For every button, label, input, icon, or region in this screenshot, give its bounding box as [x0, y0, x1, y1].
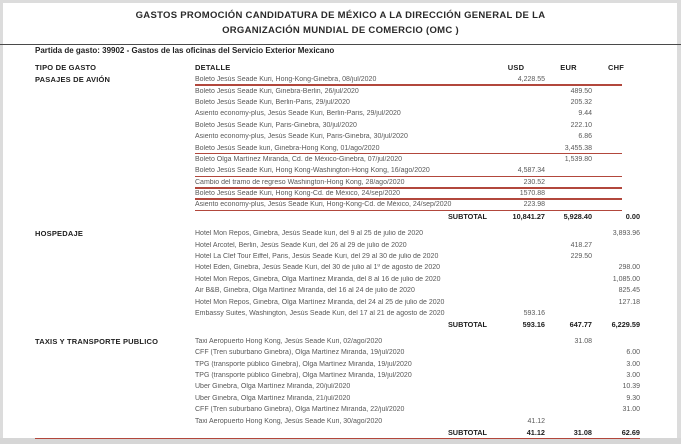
table-row	[195, 199, 640, 210]
eur-cell: 489.50	[570, 87, 592, 95]
table-row	[195, 108, 640, 119]
detalle-cell: Taxi Aeropuerto Hong Kong, Jesús Seade Kuri, 30/ago/2020	[195, 417, 383, 425]
table-row	[195, 393, 640, 404]
chf-cell: 31.00	[622, 406, 640, 414]
eur-cell: 3,455.38	[564, 144, 592, 152]
detalle-cell: Hotel Mon Repos, Ginebra, Olga Martínez Miranda, del 8 al 16 de julio de 2020	[195, 275, 441, 283]
section-label: HOSPEDAJE	[35, 229, 84, 239]
subtotal-row	[195, 427, 640, 438]
scan-edge-left	[0, 0, 3, 444]
table-row	[195, 74, 640, 85]
subtotal-usd: 593.16	[522, 320, 545, 330]
subtotal-row	[195, 211, 640, 222]
table-row	[195, 358, 640, 369]
subtotal-chf: 62.69	[621, 427, 640, 437]
red-annotation-line	[195, 187, 622, 189]
subtotal-row	[195, 319, 640, 330]
detalle-cell: Boleto Olga Martínez Miranda, Cd. de México-Ginebra, 07/jul/2020	[195, 155, 402, 163]
subtotal-label: SUBTOTAL	[447, 427, 487, 437]
section-rows	[195, 228, 640, 331]
header-tipo-de-gasto: TIPO DE GASTO	[35, 62, 97, 72]
detalle-cell: CFF (Tren suburbano Ginebra), Olga Martínez Miranda, 22/jul/2020	[195, 406, 405, 414]
detalle-cell: TPG (transporte público Ginebra), Olga Martínez Miranda, 19/jul/2020	[195, 360, 412, 368]
chf-cell: 10.39	[622, 383, 640, 391]
eur-cell: 229.50	[570, 253, 592, 261]
table-row	[195, 85, 640, 96]
detalle-cell: Boleto Jesús Seade kuri, Ginebra-Hong Kong, 01/ago/2020	[195, 144, 380, 152]
subtotal-label: SUBTOTAL	[447, 320, 487, 330]
red-annotation-line	[195, 84, 622, 86]
table-body	[0, 74, 681, 439]
chf-cell: 127.18	[618, 298, 640, 306]
table-row	[195, 415, 640, 426]
table-row	[195, 131, 640, 142]
table-row	[195, 251, 640, 262]
detalle-cell: Asiento economy-plus, Jesús Seade Kuri, Hong-Kong-Cd. de México, 24/sep/2020	[195, 201, 452, 209]
chf-cell: 9.30	[626, 394, 640, 402]
chf-cell: 6.00	[626, 349, 640, 357]
header-eur: EUR	[560, 62, 577, 72]
table-header-row	[35, 61, 640, 73]
table-row	[195, 97, 640, 108]
detalle-cell: Embassy Suites, Washington, Jesús Seade Kuri, del 17 al 21 de agosto de 2020	[195, 310, 445, 317]
table-row	[195, 154, 640, 165]
detalle-cell: Cambio del tramo de regreso Washington-Hong Kong, 28/ago/2020	[195, 178, 405, 186]
expense-section	[35, 228, 640, 331]
expense-section	[35, 336, 640, 440]
detalle-cell: Hotel Mon Repos, Ginebra, Jesús Seade kuri, del 9 al 25 de julio de 2020	[195, 230, 424, 238]
section-rows	[195, 336, 640, 439]
table-row	[195, 285, 640, 296]
table-row	[195, 188, 640, 199]
detalle-cell: Boleto Jesús Seade Kuri, Hong Kong-Cd. de México, 24/sep/2020	[195, 190, 401, 198]
eur-cell: 1,539.80	[564, 155, 592, 163]
chf-cell: 3.00	[626, 360, 640, 368]
document-title	[0, 0, 681, 38]
header-chf: CHF	[607, 62, 624, 72]
detalle-cell: Hotel Mon Repos, Ginebra, Olga Martínez Miranda, del 24 al 25 de julio de 2020	[195, 298, 445, 306]
table-row	[195, 120, 640, 131]
chf-cell: 3.00	[626, 371, 640, 379]
chf-cell: 1,085.00	[612, 275, 640, 283]
table-row	[195, 404, 640, 415]
detalle-cell: Hotel Eden, Ginebra, Jesús Seade Kuri, del 30 de julio al 1º de agosto de 2020	[195, 264, 440, 272]
table-row	[195, 296, 640, 307]
subtotal-chf: 0.00	[625, 211, 640, 221]
usd-cell: 4,228.55	[517, 76, 545, 84]
partida-heading: Partida de gasto: 39902 - Gastos de las oficinas del Servicio Exterior Mexicano	[35, 46, 335, 55]
table-row	[195, 262, 640, 273]
detalle-cell: Asiento economy-plus, Jesús Seade Kuri, Berlin-Paris, 29/jul/2020	[195, 110, 401, 118]
table-row	[195, 381, 640, 392]
subtotal-eur: 31.08	[573, 427, 592, 437]
eur-cell: 31.08	[574, 337, 592, 345]
detalle-cell: Boleto Jesús Seade Kuri, Hong Kong-Washington-Hong Kong, 16/ago/2020	[195, 167, 430, 175]
detalle-cell: TPG (transporte público Ginebra), Olga Martínez Miranda, 19/jul/2020	[195, 371, 412, 379]
header-usd: USD	[507, 62, 525, 72]
horizontal-rule	[0, 44, 681, 45]
subtotal-chf: 6,229.59	[611, 320, 640, 330]
red-annotation-line	[195, 176, 622, 178]
eur-cell: 222.10	[570, 121, 592, 129]
detalle-cell: Hotel La Clef Tour Eiffel, Paris, Jesús Seade Kuri, del 29 al 30 de julio de 2020	[195, 253, 439, 261]
usd-cell: 41.12	[527, 417, 545, 425]
red-annotation-line	[195, 198, 622, 200]
chf-cell: 3,893.96	[612, 230, 640, 238]
subtotal-eur: 5,928.40	[563, 211, 592, 221]
table-row	[195, 142, 640, 153]
detalle-cell: Boleto Jesús Seade Kuri, Hong-Kong-Ginebra, 08/jul/2020	[195, 76, 377, 84]
expense-section	[35, 74, 640, 222]
document-title-line1: GASTOS PROMOCIÓN CANDIDATURA DE MÉXICO A LA DIRECCIÓN GENERAL DE LA	[135, 10, 546, 21]
eur-cell: 6.86	[578, 133, 592, 141]
detalle-cell: Boleto Jesús Seade Kuri, Berlin-Paris, 29/jul/2020	[195, 98, 350, 106]
red-annotation-line	[195, 153, 622, 155]
usd-cell: 1570.88	[519, 190, 545, 198]
scan-edge-right	[677, 0, 681, 444]
subtotal-eur: 647.77	[569, 320, 592, 330]
detalle-cell: Uber Ginebra, Olga Martínez Miranda, 20/jul/2020	[195, 383, 351, 391]
usd-cell: 223.98	[523, 201, 545, 209]
detalle-cell: Taxi Aeropuerto Hong Kong, Jesús Seade Kuri, 02/ago/2020	[195, 337, 383, 345]
subtotal-label: SUBTOTAL	[447, 211, 487, 221]
detalle-cell: Air B&B, Ginebra, Olga Martínez Miranda, del 16 al 24 de julio de 2020	[195, 287, 415, 295]
section-label: TAXIS Y TRANSPORTE PUBLICO	[35, 336, 159, 346]
document-title-line2: ORGANIZACIÓN MUNDIAL DE COMERCIO (OMC )	[222, 25, 459, 36]
usd-cell: 593.16	[523, 310, 545, 317]
section-label: PASAJES DE AVIÓN	[35, 75, 111, 84]
eur-cell: 205.32	[570, 98, 592, 106]
table-row	[195, 370, 640, 381]
table-row	[195, 347, 640, 358]
detalle-cell: Asiento economy-plus, Jesús Seade Kuri, Paris-Ginebra, 30/jul/2020	[195, 133, 408, 141]
table-row	[195, 165, 640, 176]
table-row	[195, 336, 640, 347]
subtotal-usd: 41.12	[526, 427, 545, 437]
section-rows	[195, 74, 640, 222]
detalle-cell: Boleto Jesús Seade Kuri, Paris-Ginebra, 30/jul/2020	[195, 121, 357, 129]
red-annotation-line	[195, 210, 622, 212]
detalle-cell: Uber Ginebra, Olga Martínez Miranda, 21/jul/2020	[195, 394, 351, 402]
table-row	[195, 228, 640, 239]
detalle-cell: Boleto Jesús Seade Kuri, Ginebra-Berlin, 26/jul/2020	[195, 87, 359, 95]
table-row	[195, 177, 640, 188]
chf-cell: 298.00	[618, 264, 640, 272]
detalle-cell: Hotel Arcotel, Berlin, Jesús Seade Kuri, del 26 al 29 de julio de 2020	[195, 241, 407, 249]
table-row	[195, 308, 640, 319]
eur-cell: 418.27	[570, 241, 592, 249]
detalle-cell: CFF (Tren suburbano Ginebra), Olga Martínez Miranda, 19/jul/2020	[195, 349, 405, 357]
table-row	[195, 274, 640, 285]
usd-cell: 4,587.34	[517, 167, 545, 175]
subtotal-usd: 10,841.27	[512, 211, 545, 221]
header-detalle: DETALLE	[195, 62, 231, 72]
table-row	[195, 239, 640, 250]
usd-cell: 230.52	[523, 178, 545, 186]
eur-cell: 9.44	[578, 110, 592, 118]
chf-cell: 825.45	[618, 287, 640, 295]
